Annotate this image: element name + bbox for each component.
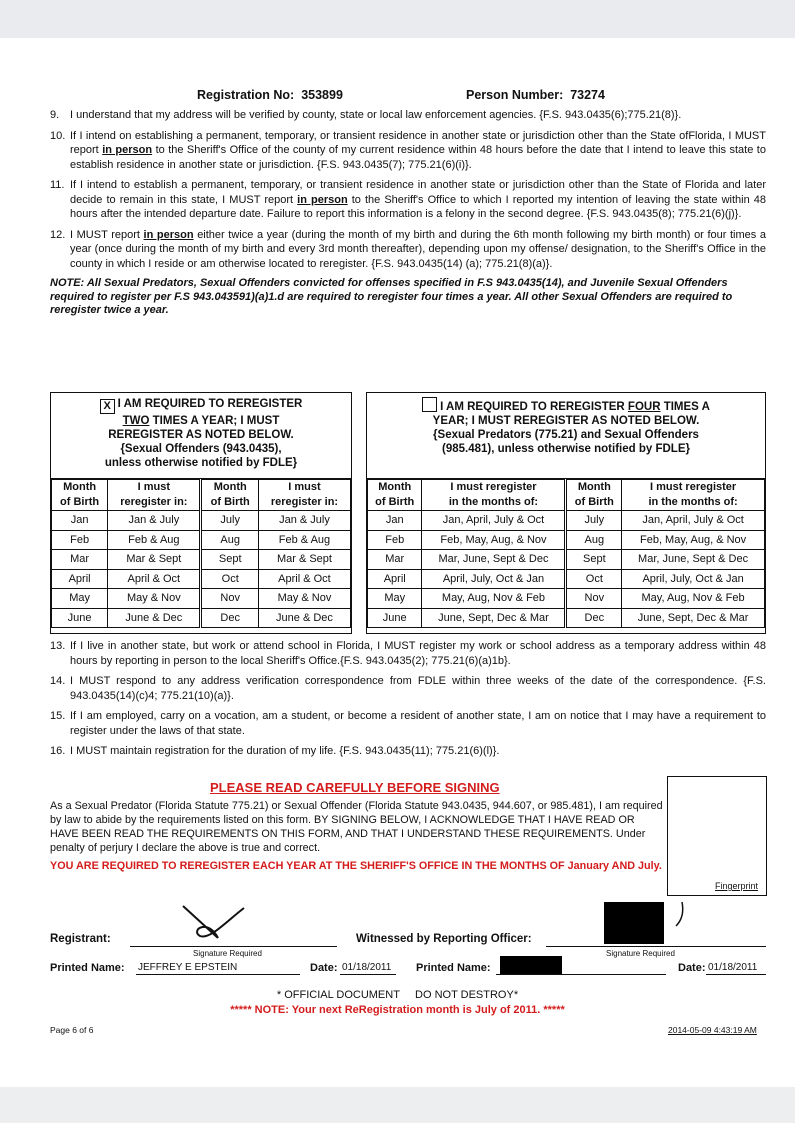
next-registration-notice: ***** NOTE: Your next ReRegistration month is July of 2011. ***** [230,1004,565,1016]
four-times-a-year-checkbox[interactable] [422,397,437,412]
sig-required-label: Signature Required [193,949,262,958]
twice-a-year-box [50,392,352,634]
table-row: April April, July, Oct & Jan Oct April, July, Oct & Jan [368,569,765,589]
col-header: Month of Birth [201,480,258,511]
col-header: I must reregister in the months of: [422,480,566,511]
requirements-list-bottom [50,639,766,765]
requirement-item: 11. If I intend to establish a permanent, temporary, or transient residence in another state or jurisdiction other than the State of Florida and later decide to remain in this state, I MUST report in person to the Sheriff's Office to which I reported my intention of leaving the state within 48 hours after the intended departure date. Failure to report this information is a felony in the second degree. {F.S. 943.0435(8); 775.21(6)(j)}. [50,179,767,220]
reregister-notice: YOU ARE REQUIRED TO REREGISTER EACH YEAR AT THE SHERIFF'S OFFICE IN THE MONTHS OF January AND July. [50,860,662,872]
registrant-label: Registrant: [50,933,111,945]
person-number: Person Number: 73274 [466,88,605,102]
four-times-a-year-box [366,392,766,634]
col-header: I must reregister in: [258,480,350,511]
requirements-list-top [50,108,766,322]
fingerprint-box [667,776,767,896]
redaction-block [604,902,664,944]
twice-a-year-checkbox[interactable]: X [100,399,115,414]
scan-margin-top [0,0,795,38]
requirement-item: 12. I MUST report in person either twice a year (during the month of my birth and during the 6th month following my birth month) or four times a year (once during the month of my birth and every 3rd month thereafter), depending upon my offense/ designation, to the Sheriff's Office in the county in which I reside or am otherwise located to reregister. {F.S. 943.0435(14) (a); 775.21(8)(a)}. [50,228,766,270]
table-row: June June & Dec Dec June & Dec [52,608,351,628]
witness-signature [672,900,692,930]
registrant-signature-line[interactable] [130,946,337,947]
timestamp: 2014-05-09 4:43:19 AM [668,1025,757,1035]
col-header: Month of Birth [52,480,108,511]
requirement-item: 16. I MUST maintain registration for the duration of my life. {F.S. 943.0435(11); 775.21(6)(l)}. [50,745,500,757]
requirement-item: 10. If I intend on establishing a permanent, temporary, or transient residence in another state or jurisdiction other than the State ofFlorida, I MUST report in person to the Sheriff's Office of the county of my current residence within 48 hours before the date that I intend to leave this state to establish residence in another state or jurisdiction. {F.S. 943.0435(7); 775.21(6)(i)}. [50,129,766,171]
officer-date: 01/18/2011 [708,962,758,973]
twice-a-year-title: X I AM REQUIRED TO REREGISTER TWO TIMES A YEAR; I MUST REREGISTER AS NOTED BELOW. {Sexual Offenders (943.0435), unless otherwise notified by FDLE} [51,393,351,479]
col-header: Month of Birth [368,480,422,511]
table-row: Mar Mar, June, Sept & Dec Sept Mar, June, Sept & Dec [368,550,765,570]
table-row: May May & Nov Nov May & Nov [52,589,351,609]
registrant-date: 01/18/2011 [342,962,392,973]
twice-a-year-table [51,479,351,628]
col-header: I must reregister in the months of: [622,480,765,511]
fingerprint-label: Fingerprint [714,881,758,891]
sig-required-label-2: Signature Required [606,949,675,958]
witness-label: Witnessed by Reporting Officer: [356,933,532,945]
witness-signature-line[interactable] [546,946,766,947]
requirement-item: 14. I MUST respond to any address verification correspondence from FDLE within three weeks of the date of the correspondence. {F.S. 943.0435(14)(c)4; 775.21(10)(a)}. [50,675,766,702]
requirement-item: 13. If I live in another state, but work or attend school in Florida, I MUST register my work or school address as a temporary address within 48 hours by reporting in person to the local Sheriff's Office.{F.S. 943.0435(2); 775.21(6)(a)1b}. [50,640,766,667]
requirement-item: 9. I understand that my address will be verified by county, state or local law enforcement agencies. {F.S. 943.0435(6);775.21(8)}. [50,109,682,121]
four-times-a-year-table [367,479,765,628]
col-header: Month of Birth [566,480,622,511]
registration-number: Registration No: 353899 [197,88,343,102]
declaration [50,799,665,873]
read-before-signing-warning: PLEASE READ CAREFULLY BEFORE SIGNING [210,780,500,795]
official-document-notice: * OFFICIAL DOCUMENT DO NOT DESTROY* [276,989,519,1001]
four-times-a-year-title: I AM REQUIRED TO REREGISTER FOUR TIMES A YEAR; I MUST REREGISTER AS NOTED BELOW. {Sexual Predators (775.21) and Sexual Offenders (985.481), unless otherwise notified by FDLE} [367,393,765,479]
registrant-printed-name: JEFFREY E EPSTEIN [138,962,238,973]
table-row: Feb Feb, May, Aug, & Nov Aug Feb, May, Aug, & Nov [368,530,765,550]
col-header: I must reregister in: [108,480,201,511]
table-row: Mar Mar & Sept Sept Mar & Sept [52,550,351,570]
table-row: Jan Jan & July July Jan & July [52,511,351,531]
table-row: June June, Sept, Dec & Mar Dec June, Sept, Dec & Mar [368,608,765,628]
table-row: May May, Aug, Nov & Feb Nov May, Aug, Nov & Feb [368,589,765,609]
table-row: Jan Jan, April, July & Oct July Jan, April, July & Oct [368,511,765,531]
registration-note: NOTE: All Sexual Predators, Sexual Offenders convicted for offenses specified in F.S 943.0435(14), and Juvenile Sexual Offenders required to register per F.S 943.043591)(a)1.d are required to reregister four times a year. All other Sexual Offenders are required to reregister twice a year. [50,277,733,316]
scan-margin-bottom [0,1087,795,1123]
registrant-signature [178,898,248,940]
reregistration-tables [50,392,766,636]
requirement-item: 15. If I am employed, carry on a vocation, am a student, or become a resident of another state, I am on notice that I may have a requirement to register under the laws of that state. [50,710,766,737]
redaction-block [500,956,562,974]
declaration-text: As a Sexual Predator (Florida Statute 775.21) or Sexual Offender (Florida Statute 943.0435, 944.607, or 985.481), I am required by law to abide by the requirements listed on this form. BY SIGNING BELOW, I ACKNOWLEDGE THAT I HAVE READ OR HAVE BEEN READ THE REQUIREMENTS ON THIS FORM, AND THAT I UNDERSTAND THESE REQUIREMENTS. Under penalty of perjury I declare the above is true and correct. [50,800,663,854]
page-number: Page 6 of 6 [50,1025,94,1035]
table-row: April April & Oct Oct April & Oct [52,569,351,589]
table-row: Feb Feb & Aug Aug Feb & Aug [52,530,351,550]
